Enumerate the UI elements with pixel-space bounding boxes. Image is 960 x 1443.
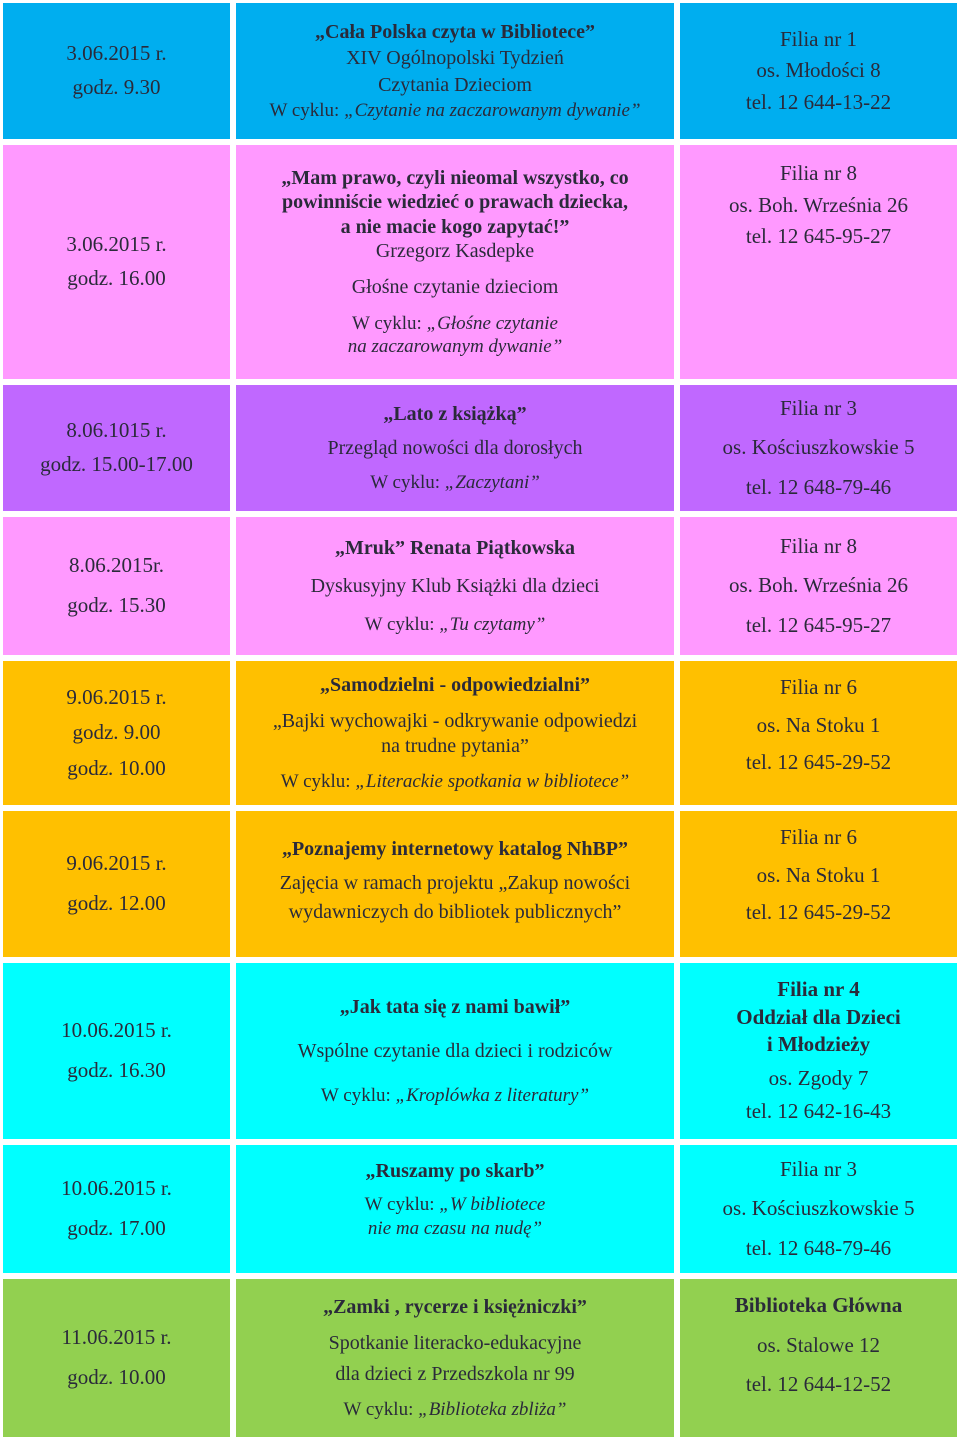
branch-name: Filia nr 4 (777, 976, 860, 1001)
event-title-block (236, 166, 674, 264)
event-title: „Ruszamy po skarb” (365, 1160, 545, 1182)
branch-address: os. Kościuszkowskie 5 (722, 435, 915, 460)
event-description: Wspólne czytanie dla dzieci i rodziców (297, 1040, 613, 1063)
event-title: a nie macie kogo zapytać!” (340, 215, 570, 238)
branch-name: Filia nr 8 (780, 533, 857, 558)
branch-name: Filia nr 6 (780, 825, 857, 849)
event-cycle (236, 1398, 674, 1421)
event-title: „Mam prawo, czyli nieomal wszystko, co (281, 166, 629, 189)
branch-department: Oddział dla Dzieci (736, 1004, 901, 1029)
branch-address: os. Na Stoku 1 (756, 862, 881, 887)
branch-phone: tel. 12 645-29-52 (745, 900, 892, 925)
cycle-name: „Kroplówka z literatury” (395, 1084, 590, 1106)
branch-name: Filia nr 6 (780, 675, 857, 699)
table-row (3, 385, 957, 511)
event-description: na trudne pytania” (381, 734, 529, 757)
branch-name: Filia nr 1 (780, 26, 857, 51)
branch-phone: tel. 12 645-29-52 (745, 750, 892, 775)
event-cell (236, 661, 674, 805)
table-row (3, 963, 957, 1139)
table-row (3, 3, 957, 139)
cycle-prefix: W cyklu: (320, 1084, 396, 1106)
time-text: godz. 15.00-17.00 (40, 452, 193, 476)
event-cycle (236, 613, 674, 636)
event-cycle (236, 99, 674, 122)
branch-phone: tel. 12 645-95-27 (745, 224, 892, 249)
branch-address: os. Kościuszkowskie 5 (722, 1196, 915, 1221)
table-row (3, 661, 957, 805)
date-cell (3, 1279, 230, 1437)
date-cell (3, 145, 230, 379)
cycle-name: „Literackie spotkania w bibliotece” (355, 771, 630, 792)
event-description-block (236, 1331, 674, 1386)
cycle-name: „Zaczytani” (444, 471, 540, 493)
event-cycle (236, 1084, 674, 1107)
event-description: Dyskusyjny Klub Książki dla dzieci (310, 575, 600, 598)
event-description-block (236, 709, 674, 758)
event-subtitle: XIV Ogólnopolski Tydzień (346, 47, 564, 70)
branch-phone: tel. 12 648-79-46 (745, 474, 892, 499)
cycle-name: nie ma czasu na nudę” (367, 1217, 543, 1239)
branch-address: os. Boh. Września 26 (729, 192, 908, 217)
date-text: 10.06.2015 r. (61, 1018, 172, 1043)
cycle-prefix: W cyklu: (364, 1194, 440, 1216)
time-text: godz. 10.00 (67, 755, 166, 780)
cycle-name: „Głośne czytanie (426, 312, 558, 334)
branch-phone: tel. 12 644-13-22 (745, 89, 892, 114)
cycle-name: „Tu czytamy” (439, 613, 546, 635)
event-description: wydawniczych do bibliotek publicznych” (288, 900, 622, 923)
location-cell (680, 3, 957, 139)
cycle-prefix: W cyklu: (343, 1399, 419, 1420)
date-text: 3.06.2015 r. (66, 232, 167, 257)
branch-name: Filia nr 8 (780, 161, 857, 185)
event-cell (236, 1145, 674, 1273)
event-cycle (236, 312, 674, 358)
event-cell (236, 517, 674, 655)
date-text: 9.06.2015 r. (66, 684, 167, 709)
event-description: Przegląd nowości dla dorosłych (327, 437, 583, 460)
event-title-line (236, 536, 674, 560)
table-row (3, 1145, 957, 1273)
date-cell (3, 661, 230, 805)
event-subtitle: Czytania Dzieciom (378, 73, 532, 96)
time-text: godz. 16.30 (67, 1058, 166, 1082)
date-text: 11.06.2015 r. (61, 1325, 172, 1350)
branch-phone: tel. 12 648-79-46 (745, 1235, 892, 1260)
cycle-prefix: W cyklu: (352, 312, 427, 334)
event-title: „Lato z książką” (383, 403, 527, 426)
event-cell (236, 385, 674, 511)
branch-name: Biblioteka Główna (734, 1293, 903, 1317)
location-cell (680, 661, 957, 805)
cycle-prefix: W cyklu: (370, 471, 445, 493)
table-row (3, 811, 957, 957)
cycle-prefix: W cyklu: (269, 100, 345, 121)
cycle-prefix: W cyklu: (364, 613, 440, 635)
time-text: godz. 9.30 (72, 75, 161, 99)
location-cell (680, 963, 957, 1139)
event-author: Grzegorz Kasdepke (375, 240, 535, 263)
branch-address: os. Młodości 8 (756, 58, 881, 83)
branch-address: os. Zgody 7 (768, 1065, 869, 1090)
location-cell (680, 145, 957, 379)
cycle-name: „Czytanie na zaczarowanym dywanie” (344, 100, 641, 121)
time-text: godz. 15.30 (67, 593, 166, 617)
date-cell (3, 385, 230, 511)
event-cycle (236, 770, 674, 793)
time-text: godz. 16.00 (67, 266, 166, 290)
location-cell (680, 811, 957, 957)
branch-block (680, 977, 957, 1058)
event-title: „Zamki , rycerze i księżniczki” (323, 1295, 587, 1318)
branch-phone: tel. 12 645-95-27 (745, 612, 892, 637)
branch-name: Filia nr 3 (780, 1156, 857, 1181)
date-text: 8.06.1015 r. (66, 418, 167, 443)
cycle-prefix: W cyklu: (280, 771, 356, 792)
time-text: godz. 9.00 (72, 720, 161, 745)
branch-address: os. Boh. Września 26 (729, 573, 908, 598)
date-cell (3, 811, 230, 957)
date-text: 9.06.2015 r. (66, 851, 167, 876)
event-cell (236, 811, 674, 957)
location-cell (680, 517, 957, 655)
event-title: „Samodzielni - odpowiedzialni” (319, 673, 591, 696)
time-text: godz. 12.00 (67, 891, 166, 915)
cycle-name: „W bibliotece (439, 1194, 546, 1216)
location-cell (680, 385, 957, 511)
table-row (3, 1279, 957, 1437)
event-title: „Jak tata się z nami bawił” (339, 996, 571, 1019)
event-title: „Cała Polska czyta w Bibliotece” (315, 20, 595, 43)
time-text: godz. 10.00 (67, 1365, 166, 1389)
cycle-name: na zaczarowanym dywanie” (347, 335, 563, 357)
date-cell (3, 517, 230, 655)
time-text: godz. 17.00 (67, 1216, 166, 1240)
date-text: 3.06.2015 r. (66, 41, 167, 66)
event-description: Spotkanie literacko-edukacyjne (328, 1332, 582, 1355)
event-cycle (236, 471, 674, 494)
date-cell (3, 963, 230, 1139)
date-text: 10.06.2015 r. (61, 1176, 172, 1201)
location-cell (680, 1279, 957, 1437)
branch-address: os. Na Stoku 1 (756, 712, 881, 737)
event-title: „Poznajemy internetowy katalog NhBP” (281, 838, 629, 860)
event-cell (236, 1279, 674, 1437)
cycle-name: „Biblioteka zbliża” (418, 1399, 567, 1420)
event-title: „Mruk” (334, 537, 405, 560)
date-cell (3, 1145, 230, 1273)
date-text: 8.06.2015r. (68, 553, 165, 578)
event-title: powinniście wiedzieć o prawach dziecka, (281, 191, 629, 214)
event-cell (236, 3, 674, 139)
table-row (3, 517, 957, 655)
branch-address: os. Stalowe 12 (756, 1332, 881, 1357)
event-cell (236, 963, 674, 1139)
event-description: Zajęcia w ramach projektu „Zakup nowości (279, 872, 631, 895)
event-cell (236, 145, 674, 379)
event-author: Renata Piątkowska (404, 537, 575, 560)
branch-phone: tel. 12 644-12-52 (745, 1372, 892, 1397)
branch-phone: tel. 12 642-16-43 (745, 1099, 892, 1124)
branch-department: i Młodzieży (766, 1032, 871, 1057)
event-description-block (236, 871, 674, 924)
location-cell (680, 1145, 957, 1273)
date-cell (3, 3, 230, 139)
event-description: Głośne czytanie dzieciom (351, 276, 559, 299)
table-row (3, 145, 957, 379)
event-description: „Bajki wychowajki - odkrywanie odpowiedzi (272, 710, 638, 733)
event-description: dla dzieci z Przedszkola nr 99 (335, 1362, 575, 1385)
event-cycle (236, 1193, 674, 1239)
branch-name: Filia nr 3 (780, 395, 857, 420)
